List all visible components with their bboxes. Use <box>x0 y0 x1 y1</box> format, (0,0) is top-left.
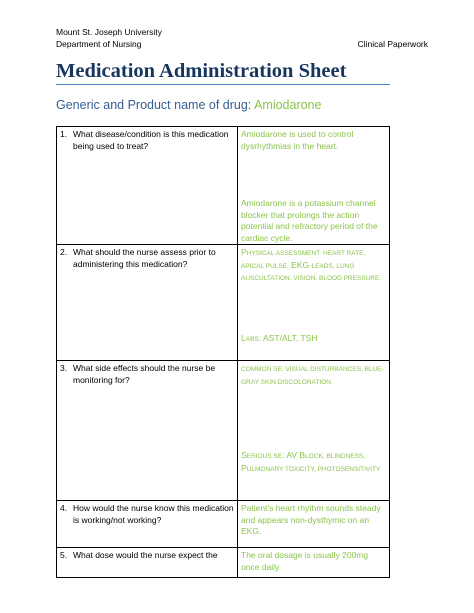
drug-name-label: Generic and Product name of drug: <box>56 98 252 112</box>
question-cell <box>57 127 238 245</box>
question-text: What disease/condition is this medication being used to treat? <box>73 129 229 151</box>
title-divider <box>56 84 390 85</box>
question-number: 4. <box>60 503 68 513</box>
question-text: What dose would the nurse expect the <box>73 550 218 560</box>
answer-text: LABS: AST/ALT, TSH <box>241 332 318 343</box>
answer-text: COMMON SE: VISUAL DISTURBANCES, BLUE-GRAY SKIN DISCOLORATION. <box>241 366 384 386</box>
answer-text: The oral dosage is usually 200mg once daily. <box>241 550 369 572</box>
drug-name-line <box>56 98 321 112</box>
answer-cell <box>238 127 390 245</box>
medication-table <box>56 126 390 578</box>
answer-text: SERIOUS SE: AV BLOCK, BLINDNESS, PULMONARY TOXICITY, PHOTOSENSITIVITY <box>241 450 381 473</box>
question-cell <box>57 548 238 578</box>
answer-cell <box>238 361 390 501</box>
answer-text: Amiodarone is a potassium channel blocker that prolongs the action potential and refractory period of the cardiac cycle. <box>241 198 378 243</box>
answer-cell <box>238 548 390 578</box>
question-text: What side effects should the nurse be monitoring for? <box>73 363 216 385</box>
answer-cell <box>238 501 390 548</box>
question-cell <box>57 501 238 548</box>
drug-name: Amiodarone <box>254 98 322 112</box>
answer-text: Patient's heart rhythm sounds steady and appears non-dysthymic on an EKG. <box>241 503 381 536</box>
table-row <box>57 501 390 548</box>
university-name: Mount St. Joseph University <box>56 27 162 37</box>
question-number: 5. <box>60 550 68 560</box>
question-number: 2. <box>60 247 68 257</box>
table-row <box>57 548 390 578</box>
table-row <box>57 245 390 361</box>
question-cell <box>57 361 238 501</box>
answer-text: Amiodarone is used to control dysrhythmias in the heart. <box>241 129 354 151</box>
question-cell <box>57 245 238 361</box>
question-text: How would the nurse know this medication is working/not working? <box>73 503 234 525</box>
paperwork-label: Clinical Paperwork <box>357 38 428 49</box>
answer-text: PHYSICAL ASSESSMENT: HEART RATE, APICAL PULSE, EKG LEADS, LUNG AUSCULTATION, VISION, BLOOD PRESSURE. <box>241 247 382 282</box>
question-text: What should the nurse assess prior to administering this medication? <box>73 247 216 269</box>
page-header <box>56 27 428 50</box>
table-row <box>57 361 390 501</box>
table-row <box>57 127 390 245</box>
department-name: Department of Nursing <box>56 38 142 49</box>
question-number: 3. <box>60 363 68 373</box>
page-title: Medication Administration Sheet <box>56 60 347 82</box>
question-number: 1. <box>60 129 68 139</box>
answer-cell <box>238 245 390 361</box>
